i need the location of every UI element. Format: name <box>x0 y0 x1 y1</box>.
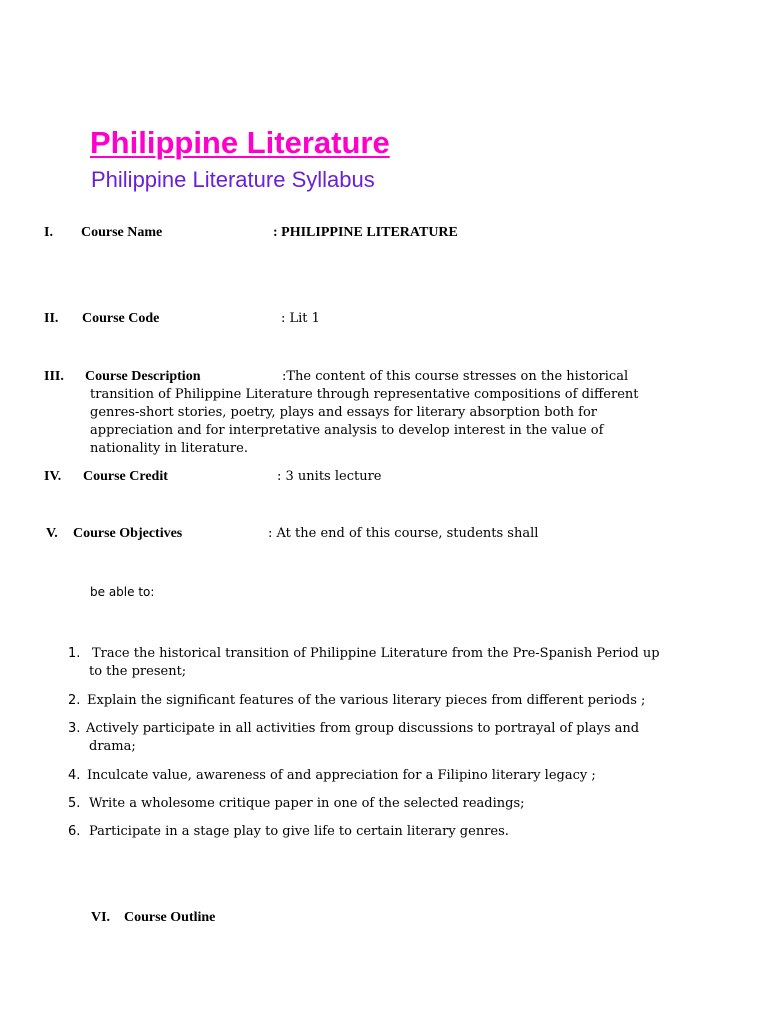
objective-number: 6. <box>68 824 81 839</box>
objective-number: 5. <box>68 796 81 811</box>
section-label-course-code: Course Code <box>82 311 160 326</box>
section-number: III. <box>44 369 64 384</box>
objective-text: to the present; <box>89 664 187 679</box>
objective-text: Inculcate value, awareness of and appreciation for a Filipino literary legacy ; <box>87 768 596 783</box>
document-title: Philippine Literature <box>90 125 390 160</box>
objective-text: Explain the significant features of the various literary pieces from different periods ; <box>87 693 646 708</box>
section-number: VI. <box>91 910 111 925</box>
section-value-course-code: : Lit 1 <box>281 311 320 326</box>
objective-number: 4. <box>68 768 81 783</box>
section-number: I. <box>44 225 53 240</box>
description-line: genres-short stories, poetry, plays and essays for literary absorption both for <box>90 405 597 420</box>
section-value-course-name: : PHILIPPINE LITERATURE <box>273 225 458 240</box>
objective-text: Write a wholesome critique paper in one of the selected readings; <box>89 796 525 811</box>
objective-text: Participate in a stage play to give life to certain literary genres. <box>89 824 509 839</box>
section-number: V. <box>46 526 58 541</box>
section-label-course-outline: Course Outline <box>124 910 216 925</box>
objective-number: 3. <box>68 721 81 736</box>
section-label-course-objectives: Course Objectives <box>73 526 183 541</box>
section-value-course-credit: : 3 units lecture <box>277 469 382 484</box>
objective-text: Actively participate in all activities from group discussions to portrayal of plays and <box>86 721 640 736</box>
objectives-intro: be able to: <box>90 585 155 599</box>
section-label-course-name: Course Name <box>81 225 163 240</box>
description-line: appreciation and for interpretative analysis to develop interest in the value of <box>90 423 604 438</box>
section-value-course-description: :The content of this course stresses on the historical <box>282 369 629 384</box>
description-line: transition of Philippine Literature through representative compositions of different <box>90 387 639 402</box>
document-subtitle: Philippine Literature Syllabus <box>91 167 375 192</box>
objective-number: 1. <box>68 646 81 661</box>
section-label-course-credit: Course Credit <box>83 469 168 484</box>
description-line: nationality in literature. <box>90 441 248 456</box>
section-label-course-description: Course Description <box>85 369 201 384</box>
objective-text: Trace the historical transition of Philippine Literature from the Pre-Spanish Period up <box>92 646 660 661</box>
section-number: IV. <box>44 469 62 484</box>
section-number: II. <box>44 311 59 326</box>
section-value-course-objectives: : At the end of this course, students shall <box>268 526 539 541</box>
objective-number: 2. <box>68 693 81 708</box>
objective-text: drama; <box>89 739 136 754</box>
